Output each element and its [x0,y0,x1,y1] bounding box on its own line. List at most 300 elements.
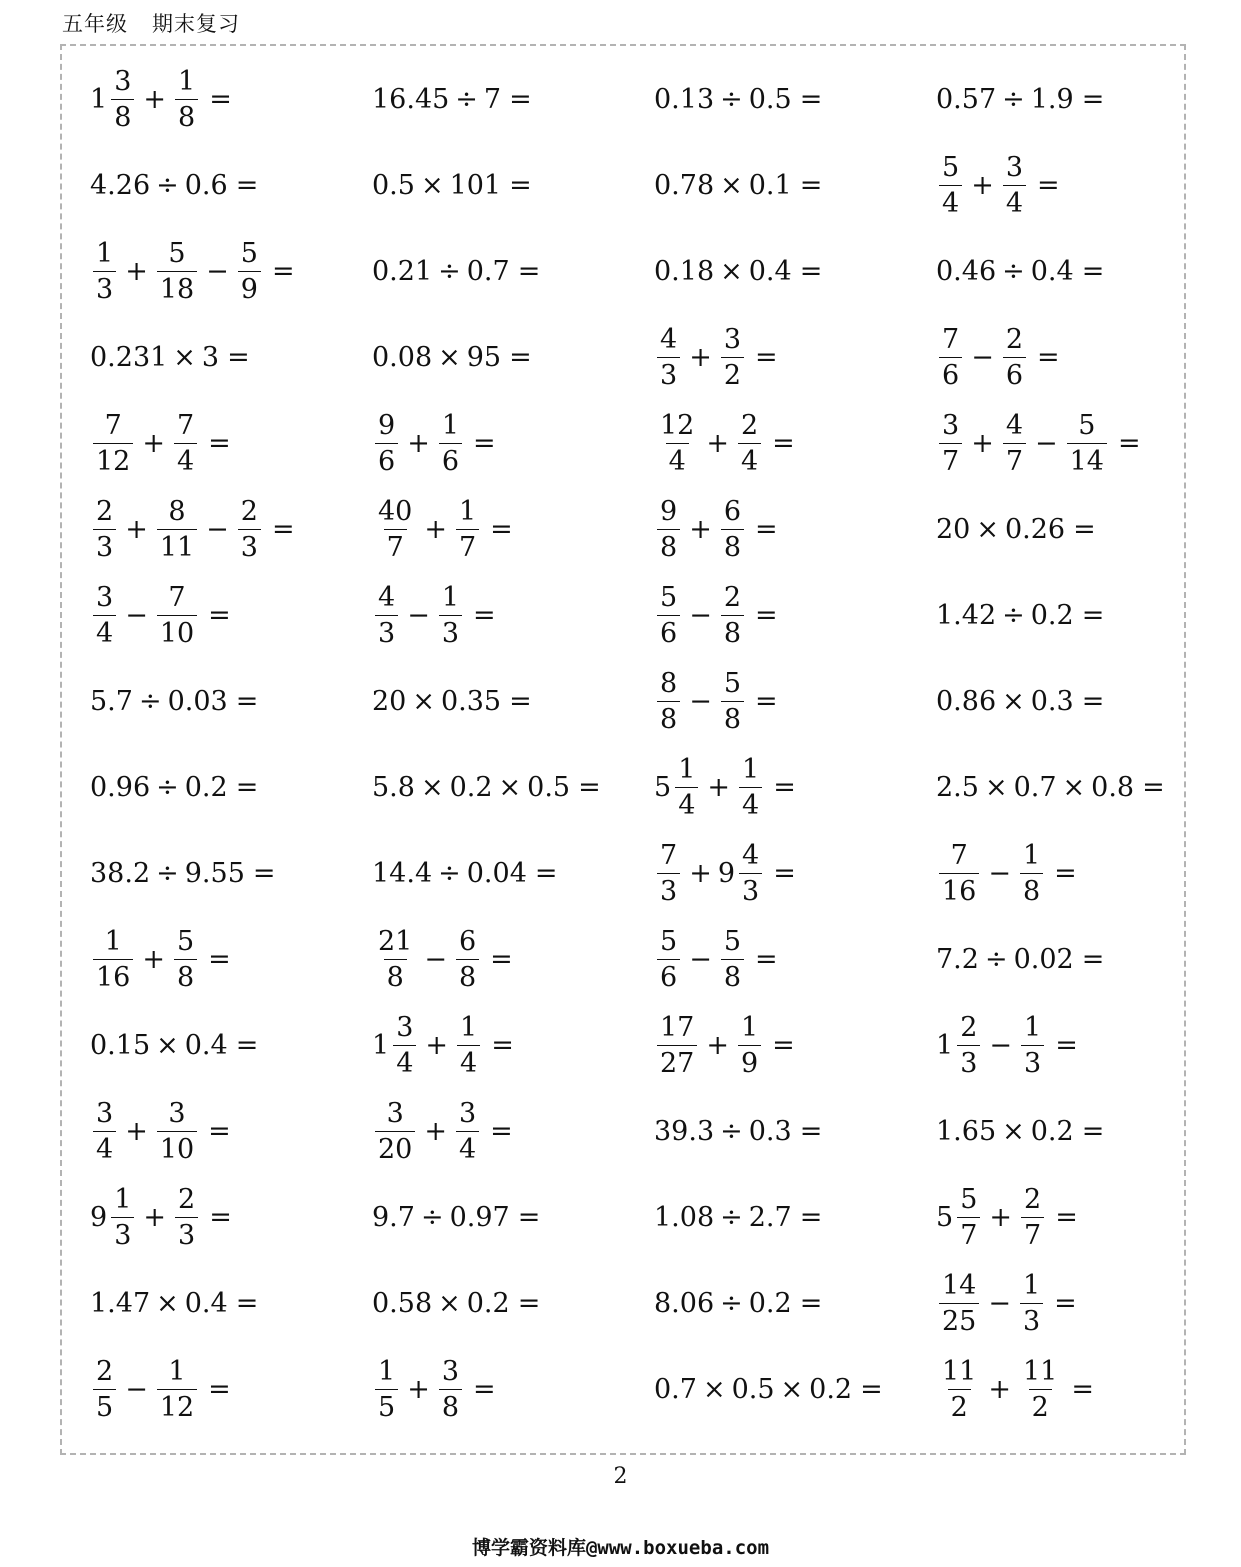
denominator: 3 [238,529,261,561]
problem-cell [654,1088,822,1174]
header-title: 期末复习 [152,12,240,36]
expression [654,409,795,477]
numerator: 1 [458,495,477,527]
expression [936,772,1165,803]
equals-sign: = [271,513,295,545]
problem-row [60,658,1186,744]
operator: ÷ [720,1201,743,1233]
denominator: 3 [1021,1045,1044,1077]
expression [372,1288,540,1319]
denominator: 4 [675,787,698,819]
numerator: 2 [1024,1183,1042,1215]
number: 0.58 [372,1287,433,1319]
number: 0.2 [748,1287,792,1319]
operator: − [689,943,712,975]
fraction [1021,1183,1044,1251]
problem-cell [654,1174,822,1260]
numerator: 5 [240,237,258,269]
numerator: 3 [942,409,960,441]
denominator: 2 [721,357,744,389]
equals-sign: = [509,685,532,717]
expression [372,342,532,373]
numerator: 4 [742,839,760,871]
fraction [93,409,133,477]
problem-cell [372,1260,540,1346]
fraction [1067,409,1107,477]
problem-cell [936,1174,1078,1260]
problem-cell [90,572,231,658]
number: 0.2 [1030,599,1074,631]
number: 0.231 [90,341,168,373]
numerator: 1 [441,581,459,613]
fraction [375,581,398,649]
denominator: 8 [721,529,744,561]
expression [654,1202,822,1233]
number: 0.5 [731,1373,775,1405]
equals-sign: = [517,1201,541,1233]
equals-sign: = [235,1029,259,1061]
expression [90,65,232,133]
fraction [93,1355,116,1423]
operator: + [689,341,712,373]
denominator: 4 [939,185,962,217]
operator: × [412,685,435,717]
fraction [439,1355,462,1423]
operator: + [125,1115,148,1147]
numerator: 5 [1078,409,1096,441]
problem-cell [654,314,778,400]
operator: − [988,1287,1011,1319]
expression [654,1288,822,1319]
equals-sign: = [490,513,513,545]
problem-row [60,56,1186,142]
numerator: 5 [942,151,960,183]
number: 0.08 [372,341,433,373]
equals-sign: = [773,771,796,803]
expression [936,151,1060,219]
denominator: 7 [1021,1217,1044,1249]
denominator: 7 [384,529,407,561]
expression [90,170,258,201]
expression [90,581,231,649]
problem-cell [90,1260,258,1346]
fraction [939,151,962,219]
denominator: 10 [157,1131,197,1163]
fraction [939,1355,979,1423]
operator: × [438,1287,461,1319]
problem-cell [90,142,258,228]
number: 16.45 [372,83,450,115]
numerator: 7 [950,839,968,871]
operator: × [156,1029,179,1061]
number: 1.42 [936,599,997,631]
fraction [1020,1269,1043,1337]
fraction [93,581,116,649]
numerator: 3 [458,1097,477,1129]
number: 0.03 [167,685,228,717]
numerator: 2 [723,581,741,613]
expression [654,753,796,821]
numerator: 2 [740,409,759,441]
numerator: 3 [396,1011,414,1043]
fraction [1020,1355,1060,1423]
denominator: 3 [657,873,680,905]
denominator: 3 [957,1045,980,1077]
operator: + [142,427,165,459]
fraction [375,1355,398,1423]
problem-cell [936,744,1165,830]
number: 0.26 [1004,513,1066,545]
equals-sign: = [755,685,778,717]
operator: + [424,513,447,545]
equals-sign: = [755,341,778,373]
number: 0.57 [936,83,997,115]
equals-sign: = [799,1115,823,1147]
expression [936,1183,1078,1251]
expression [936,323,1060,391]
operator: + [707,771,730,803]
number: 101 [449,169,502,201]
expression [654,170,822,201]
denominator: 2 [1029,1389,1052,1421]
operator: + [706,427,729,459]
mixed-number [372,1011,419,1079]
number: 0.1 [748,169,792,201]
equals-sign: = [755,943,778,975]
fraction [157,237,197,305]
equals-sign: = [755,513,778,545]
problem-cell [936,1088,1104,1174]
equals-sign: = [1081,685,1105,717]
numerator: 7 [942,323,960,355]
numerator: 2 [96,495,114,527]
equals-sign: = [209,83,232,115]
problem-row [60,744,1186,830]
problem-cell [654,56,822,142]
problem-row [60,1088,1186,1174]
number: 7 [483,83,502,115]
operator: + [407,427,430,459]
numerator: 1 [742,753,760,785]
problem-row [60,572,1186,658]
equals-sign: = [473,599,496,631]
operator: × [156,1287,179,1319]
problem-cell [654,142,822,228]
fraction [111,1183,134,1251]
equals-sign: = [509,83,532,115]
equals-sign: = [208,599,231,631]
operator: − [407,599,430,631]
denominator: 7 [939,443,962,475]
problem-cell [654,1346,883,1432]
operator: × [1062,771,1086,803]
operator: + [125,513,148,545]
operator: − [206,255,229,287]
expression [936,1269,1077,1337]
equals-sign: = [473,427,496,459]
fraction [657,323,680,391]
problem-cell [654,744,796,830]
operator: ÷ [156,857,179,889]
denominator: 3 [739,873,762,905]
number: 2.5 [936,771,979,803]
number: 0.3 [1030,685,1074,717]
number: 8.06 [654,1287,715,1319]
equals-sign: = [1055,1029,1078,1061]
operator: ÷ [720,1287,743,1319]
denominator: 8 [721,615,744,647]
operator: ÷ [420,1201,444,1233]
problem-cell [90,1174,232,1260]
fraction [721,495,744,563]
denominator: 4 [666,443,689,475]
denominator: 5 [93,1389,116,1421]
expression [372,1355,496,1423]
fraction [439,409,462,477]
fraction [375,495,415,563]
numerator: 11 [942,1355,977,1387]
problem-row [60,400,1186,486]
operator: × [702,1373,726,1405]
problem-cell [372,658,532,744]
equals-sign: = [1054,857,1077,889]
operator: + [988,1373,1011,1405]
equals-sign: = [235,1287,259,1319]
problem-cell [936,1260,1077,1346]
whole-part: 5 [654,771,672,803]
number: 0.3 [748,1115,792,1147]
problem-row [60,1174,1186,1260]
expression [372,925,513,993]
operator: + [706,1029,729,1061]
numerator: 17 [660,1011,695,1043]
numerator: 3 [723,323,741,355]
problem-cell [90,400,231,486]
denominator: 4 [93,1131,116,1163]
denominator: 8 [657,529,680,561]
equals-sign: = [517,1287,541,1319]
numerator: 3 [1005,151,1023,183]
operator: ÷ [720,1115,743,1147]
numerator: 4 [378,581,396,613]
problem-row [60,1002,1186,1088]
numerator: 5 [168,237,186,269]
numerator: 4 [660,323,678,355]
operator: × [720,169,743,201]
fraction [939,1269,979,1337]
expression [936,409,1141,477]
fraction [957,1183,980,1251]
mixed-number [717,839,765,907]
numerator: 9 [660,495,678,527]
problem-row [60,830,1186,916]
equals-sign: = [1055,1201,1078,1233]
numerator: 11 [1022,1355,1058,1387]
problem-cell [90,744,258,830]
fraction [375,925,415,993]
problem-cell [372,744,601,830]
equals-sign: = [1054,1287,1077,1319]
equals-sign: = [490,1115,513,1147]
problem-cell [372,400,496,486]
problem-cell [90,228,295,314]
expression [654,839,796,907]
denominator: 3 [175,1217,198,1249]
problem-row [60,486,1186,572]
expression [654,323,778,391]
operator: + [125,255,148,287]
number: 20 [936,513,971,545]
operator: × [173,341,196,373]
operator: × [1002,1115,1025,1147]
fraction [175,65,198,133]
denominator: 4 [93,615,116,647]
fraction [93,495,116,563]
operator: + [689,857,712,889]
operator: ÷ [156,771,179,803]
fraction [1020,839,1043,907]
problem-cell [654,658,778,744]
problem-cell [372,1174,540,1260]
problem-cell [654,400,795,486]
denominator: 16 [939,873,979,905]
fraction [957,1011,980,1079]
fraction [174,925,197,993]
numerator: 1 [740,1011,759,1043]
denominator: 11 [157,529,197,561]
mixed-number [936,1011,983,1079]
numerator: 2 [240,495,258,527]
expression [936,1355,1094,1423]
denominator: 8 [439,1389,462,1421]
operator: + [971,169,994,201]
denominator: 4 [1003,185,1026,217]
equals-sign: = [773,857,796,889]
operator: + [971,427,994,459]
operator: − [125,599,148,631]
expression [90,237,295,305]
fraction [157,1355,197,1423]
expression [90,495,295,563]
operator: × [420,169,444,201]
operator: × [438,341,461,373]
operator: − [424,943,447,975]
fraction [657,409,697,477]
number: 0.2 [449,771,493,803]
operator: + [989,1201,1012,1233]
operator: − [689,685,712,717]
equals-sign: = [1142,771,1165,803]
denominator: 18 [157,271,197,303]
problem-row [60,1346,1186,1432]
expression [90,686,258,717]
numerator: 5 [723,667,741,699]
numerator: 1 [1024,1011,1042,1043]
equals-sign: = [1081,599,1105,631]
operator: − [1035,427,1058,459]
fraction [393,1011,416,1079]
denominator: 2 [948,1389,971,1421]
fraction [939,323,962,391]
denominator: 10 [157,615,197,647]
fraction [657,1011,697,1079]
expression [90,1030,258,1061]
numerator: 7 [104,409,122,441]
denominator: 8 [384,959,407,991]
expression [90,858,276,889]
fraction [439,581,462,649]
mixed-number [90,65,137,133]
operator: × [420,771,444,803]
denominator: 9 [238,271,261,303]
fraction [1003,409,1026,477]
problem-cell [90,1088,231,1174]
operator: − [971,341,994,373]
problem-cell [654,830,796,916]
denominator: 3 [1020,1303,1043,1335]
denominator: 6 [1003,357,1026,389]
numerator: 5 [660,925,678,957]
number: 0.7 [654,1373,697,1405]
numerator: 3 [386,1097,404,1129]
number: 0.02 [1013,943,1074,975]
number: 1.65 [936,1115,997,1147]
equals-sign: = [227,341,250,373]
denominator: 6 [657,615,680,647]
denominator: 25 [939,1303,979,1335]
denominator: 6 [439,443,462,475]
equals-sign: = [799,169,823,201]
expression [654,581,778,649]
problem-cell [936,830,1077,916]
expression [654,925,778,993]
expression [654,1116,822,1147]
numerator: 3 [441,1355,459,1387]
expression [372,1097,513,1165]
problem-cell [654,1260,822,1346]
numerator: 12 [660,409,695,441]
operator: − [988,857,1011,889]
denominator: 3 [111,1217,134,1249]
whole-part: 1 [90,83,108,115]
number: 5.7 [90,685,133,717]
expression [372,256,540,287]
equals-sign: = [208,427,231,459]
numerator: 1 [1022,839,1041,871]
mixed-number [90,1183,137,1251]
problem-cell [936,658,1104,744]
operator: × [976,513,999,545]
number: 0.4 [1030,255,1074,287]
footer-watermark: 博学霸资料库@www.boxueba.com [471,1537,770,1559]
operator: × [1002,685,1025,717]
number: 0.4 [748,255,792,287]
denominator: 8 [111,99,134,131]
numerator: 8 [168,495,186,527]
problem-cell [90,916,231,1002]
fraction [721,323,744,391]
denominator: 3 [657,357,680,389]
numerator: 3 [96,581,114,613]
denominator: 6 [939,357,962,389]
fraction [657,839,680,907]
denominator: 3 [375,615,398,647]
expression [90,409,231,477]
page-header [62,8,240,38]
number: 1.9 [1030,83,1074,115]
equals-sign: = [271,255,295,287]
numerator: 6 [458,925,477,957]
